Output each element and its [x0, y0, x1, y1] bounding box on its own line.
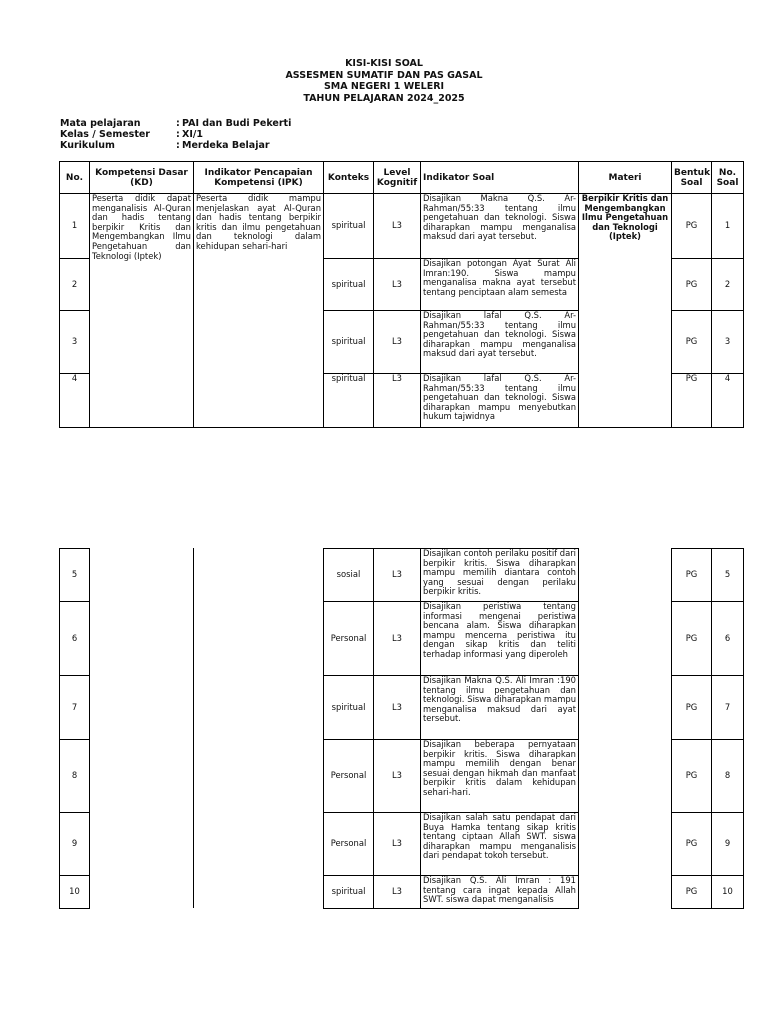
row-indikator: Disajikan beberapa pernyataan berpikir kritis. Siswa diharapkan mampu memilih dengan benar sesuai dengan hikmah dan manfaat berpikir kritis dalam kehidupan sehari-hari.: [421, 740, 579, 813]
meta-label: Kelas / Semester: [60, 129, 150, 140]
row-konteks: Personal: [324, 740, 374, 813]
row-level: L3: [374, 374, 421, 428]
row-konteks: spiritual: [324, 259, 374, 311]
row-level: L3: [374, 876, 421, 909]
ipk-cell: Peserta didik mampu menjelaskan ayat Al-Quran dan hadis tentang berpikir kritis dan ilmu pengetahuan dan teknologi dalam kehidupan sehari-hari: [194, 194, 324, 428]
table-row: [60, 876, 744, 909]
row-level: L3: [374, 813, 421, 876]
row-level: L3: [374, 194, 421, 259]
row-konteks: spiritual: [324, 194, 374, 259]
row-indikator: Disajikan peristiwa tentang informasi mengenai peristiwa bencana alam. Siswa diharapkan mampu mencerna peristiwa itu dengan sikap kritis dan teliti terhadap informasi yang diperoleh: [421, 602, 579, 676]
title-line: ASSESMEN SUMATIF DAN PAS GASAL: [285, 69, 483, 81]
header-nosoal: No. Soal: [712, 162, 744, 194]
row-level: L3: [374, 311, 421, 374]
row-konteks: spiritual: [324, 676, 374, 740]
table-row: [60, 194, 744, 259]
meta-value: Merdeka Belajar: [182, 140, 270, 151]
row-nosoal: 8: [712, 740, 744, 813]
row-level: L3: [374, 740, 421, 813]
meta-value: PAI dan Budi Pekerti: [182, 118, 292, 129]
row-nosoal: 1: [712, 194, 744, 259]
row-bentuk: PG: [672, 311, 712, 374]
kisi-kisi-table-continued: [59, 548, 744, 909]
table-header-row: [60, 162, 744, 194]
row-no: 4: [60, 374, 90, 428]
header-ipk: Indikator Pencapaian Kompetensi (IPK): [194, 162, 324, 194]
row-nosoal: 6: [712, 602, 744, 676]
row-no: 6: [60, 602, 90, 676]
row-bentuk: PG: [672, 740, 712, 813]
row-nosoal: 2: [712, 259, 744, 311]
row-no: 5: [60, 549, 90, 602]
row-bentuk: PG: [672, 676, 712, 740]
document-title: [0, 58, 768, 104]
title-line: SMA NEGERI 1 WELERI: [323, 81, 445, 92]
table-row: [60, 740, 744, 813]
materi-cell: Berpikir Kritis dan Mengembangkan Ilmu Pengetahuan dan Teknologi (Iptek): [579, 194, 672, 428]
row-level: L3: [374, 549, 421, 602]
row-indikator: Disajikan Makna Q.S. Ar-Rahman/55:33 tentang ilmu pengetahuan dan teknologi. Siswa diharapkan mampu menganalisa maksud dari ayat tersebut.: [421, 194, 579, 259]
row-no: 1: [60, 194, 90, 259]
kisi-kisi-table: [59, 161, 744, 428]
table-row: [60, 676, 744, 740]
table-row: [60, 602, 744, 676]
row-indikator: Disajikan contoh perilaku positif dari berpikir kritis. Siswa diharapkan mampu memilih diantara contoh yang sesuai dengan perilaku berpikir kritis.: [421, 549, 579, 602]
table-row: [60, 549, 744, 602]
row-nosoal: 10: [712, 876, 744, 909]
row-konteks: Personal: [324, 813, 374, 876]
meta-value: XI/1: [182, 129, 203, 140]
document-meta: [60, 118, 291, 151]
header-level: Level Kognitif: [374, 162, 421, 194]
row-bentuk: PG: [672, 549, 712, 602]
row-indikator: Disajikan potongan Ayat Surat Ali Imran:190. Siswa mampu menganalisa makna ayat tersebut tentang penciptaan alam semesta: [421, 259, 579, 311]
row-nosoal: 9: [712, 813, 744, 876]
row-level: L3: [374, 259, 421, 311]
meta-row-curriculum: Kurikulum : Merdeka Belajar: [60, 140, 270, 151]
row-nosoal: 3: [712, 311, 744, 374]
meta-row-subject: Mata pelajaran : PAI dan Budi Pekerti: [60, 118, 292, 129]
row-indikator: Disajikan lafal Q.S. Ar-Rahman/55:33 tentang ilmu pengetahuan dan teknologi. Siswa diharapkan mampu menganalisa maksud dari ayat tersebut.: [421, 311, 579, 374]
meta-label: Kurikulum: [60, 140, 115, 151]
header-kd: Kompetensi Dasar (KD): [90, 162, 194, 194]
row-bentuk: PG: [672, 876, 712, 909]
title-line: TAHUN PELAJARAN 2024_2025: [303, 92, 465, 104]
column-divider: [193, 548, 194, 908]
row-bentuk: PG: [672, 813, 712, 876]
row-konteks: spiritual: [324, 311, 374, 374]
row-no: 9: [60, 813, 90, 876]
row-nosoal: 4: [712, 374, 744, 428]
row-bentuk: PG: [672, 259, 712, 311]
row-indikator: Disajikan salah satu pendapat dari Buya Hamka tentang sikap kritis tentang ciptaan Allah SWT. siswa diharapkan mampu menganalisis dari pendapat tokoh tersebut.: [421, 813, 579, 876]
header-materi: Materi: [579, 162, 672, 194]
row-nosoal: 5: [712, 549, 744, 602]
row-nosoal: 7: [712, 676, 744, 740]
row-no: 2: [60, 259, 90, 311]
row-indikator: Disajikan Q.S. Ali Imran : 191 tentang cara ingat kepada Allah SWT. siswa dapat menganalisis: [421, 876, 579, 909]
row-no: 7: [60, 676, 90, 740]
header-bentuk: Bentuk Soal: [672, 162, 712, 194]
row-bentuk: PG: [672, 194, 712, 259]
header-indikator: Indikator Soal: [421, 162, 579, 194]
kd-cell: Peserta didik dapat menganalisis Al-Quran dan hadis tentang berpikir Kritis dan Mengembangkan Ilmu Pengetahuan dan Teknologi (Iptek): [90, 194, 194, 428]
header-konteks: Konteks: [324, 162, 374, 194]
row-konteks: spiritual: [324, 374, 374, 428]
row-level: L3: [374, 676, 421, 740]
row-konteks: Personal: [324, 602, 374, 676]
row-no: 10: [60, 876, 90, 909]
row-indikator: Disajikan lafal Q.S. Ar-Rahman/55:33 tentang ilmu pengetahuan dan teknologi. Siswa diharapkan mampu menyebutkan hukum tajwidnya: [421, 374, 579, 428]
meta-label: Mata pelajaran: [60, 118, 141, 129]
row-no: 3: [60, 311, 90, 374]
row-bentuk: PG: [672, 602, 712, 676]
row-indikator: Disajikan Makna Q.S. Ali Imran :190 tentang ilmu pengetahuan dan teknologi. Siswa diharapkan mampu menganalisa maksud dari ayat tersebut.: [421, 676, 579, 740]
row-bentuk: PG: [672, 374, 712, 428]
row-no: 8: [60, 740, 90, 813]
header-no: No.: [60, 162, 90, 194]
row-konteks: spiritual: [324, 876, 374, 909]
meta-row-class: Kelas / Semester : XI/1: [60, 129, 203, 140]
title-line: KISI-KISI SOAL: [345, 58, 423, 69]
table-row: [60, 813, 744, 876]
row-konteks: sosial: [324, 549, 374, 602]
row-level: L3: [374, 602, 421, 676]
